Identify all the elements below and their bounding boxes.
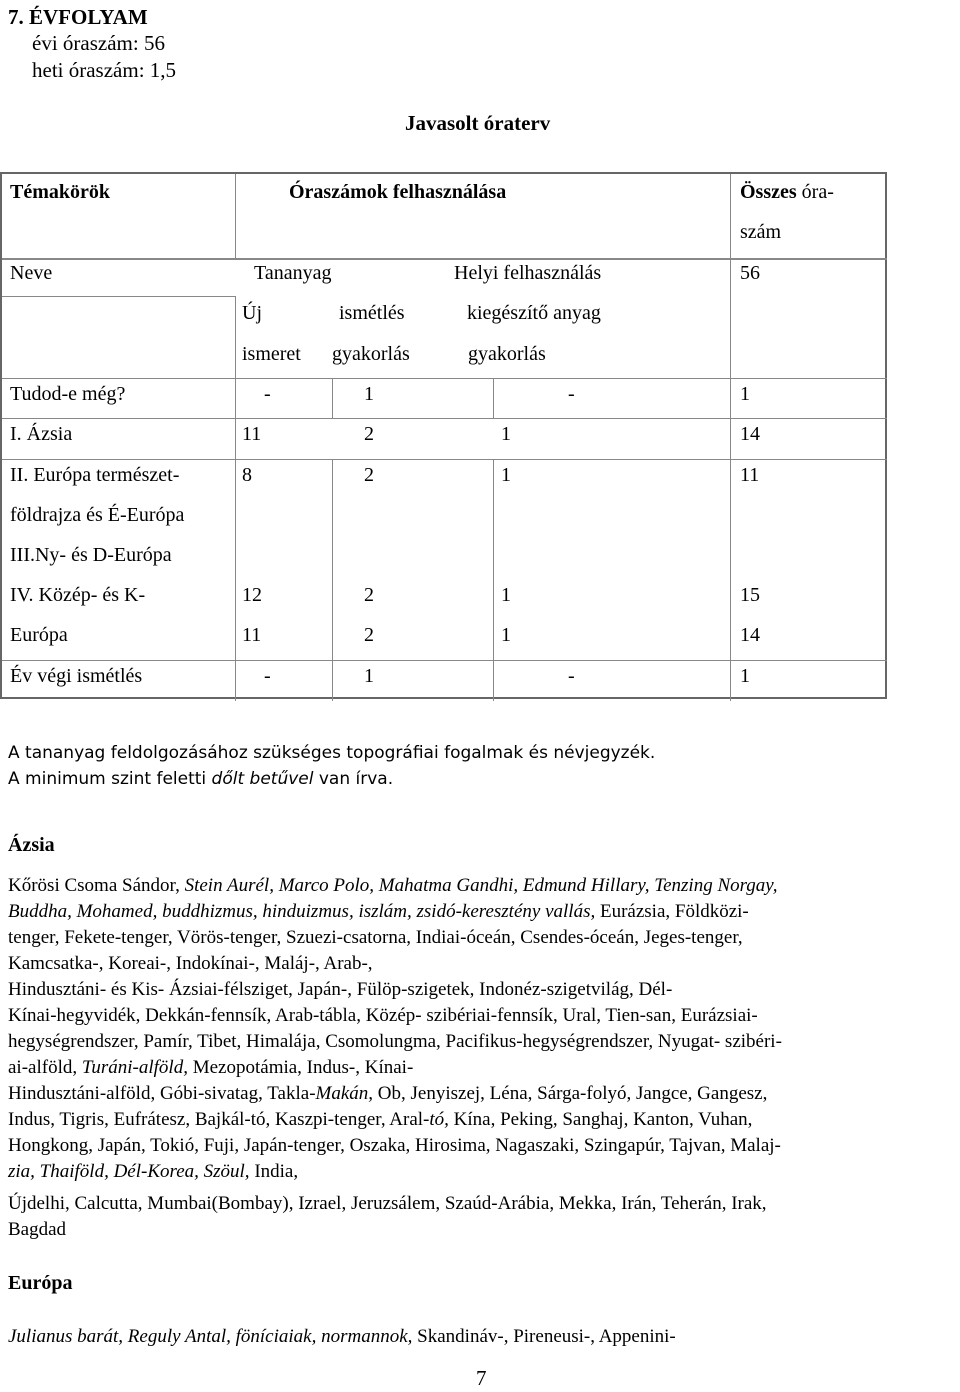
table-cell: 12 — [242, 584, 262, 606]
col-header-usage: Óraszámok felhasználása — [289, 181, 507, 203]
table-cell: 8 — [242, 464, 252, 486]
table-cell: 1 — [364, 665, 374, 687]
table-cell: 11 — [242, 624, 262, 646]
table-row-label: III.Ny- és D-Európa — [10, 544, 172, 566]
table-cell: 1 — [501, 423, 511, 445]
table-cell: - — [568, 383, 575, 405]
table-cell: 1 — [364, 383, 374, 405]
sub-ismeret: ismeret — [242, 343, 301, 365]
sub-kiegeszito: kiegészítő anyag — [467, 302, 601, 324]
table-cell: 11 — [740, 464, 760, 486]
sub-ismetles: ismétlés — [339, 302, 405, 324]
table-cell: 1 — [740, 383, 750, 405]
table-cell: - — [568, 665, 575, 687]
table-cell: - — [264, 383, 271, 405]
table-cell: 2 — [364, 464, 374, 486]
table-cell: 2 — [364, 624, 374, 646]
table-cell: 1 — [740, 665, 750, 687]
sub-uj: Új — [242, 302, 262, 324]
asia-paragraph: Kőrösi Csoma Sándor, Stein Aurél, Marco Polo, Mahatma Gandhi, Edmund Hillary, Tenzing Norgay, Buddha, Mohamed, buddhizmus, hinduizmus, iszlám, zsidó-keresztény vallás, Eurázsia, Földközi- tenger, Fekete-tenger, Vörös-tenger, Szuezi-csatorna, Indiai-óceán, Csendes-óceán, Jeges-tenger, Kamcsatka-, Koreai-, Indokínai-, Maláj-, Arab-, Hindusztáni- és Kis- Ázsiai-félsziget, Japán-, Fülöp-szigetek, Indonéz-szigetvilág, Dél- Kínai-hegyvidék, Dekkán-fennsík, Arab-tábla, Közép- szibériai-fennsík, Ural, Tien-san, Eurázsiai- hegységrendszer, Pamír, Tibet, Himalája, Csomolungma, Pacifikus-hegységrendszer, Nyugat- szibéri- ai-alföld, Turáni-alföld, Mezopotámia, Indus-, Kínai- Hindusztáni-alföld, Góbi-sivatag, Takla-Makán, Ob, Jenyiszej, Léna, Sárga-folyó, Jangce, Gangesz, Indus, Tigris, Eufrátesz, Bajkál-tó, Kaszpi-tenger, Aral-tó, Kína, Peking, Sanghaj, Kanton, Vuhan, Hongkong, Japán, Tokió, Fuji, Japán-tenger, Oszaka, Hirosima, Nagaszaki, Szingapúr, Tajvan, Malaj- zia, Thaiföld, Dél-Korea, Szöul, India, Újdelhi, Calcutta, Mumbai(Bombay), Izrael, Jeruzsálem, Szaúd-Arábia, Mekka, Irán, Teherán, Irak, Bagdad — [8, 875, 782, 1240]
table-row-label: Év végi ismétlés — [10, 665, 143, 687]
col-header-total: Összes óra- — [740, 181, 834, 203]
europe-paragraph: Julianus barát, Reguly Antal, föníciaiak, normannok, Skandináv-, Pireneusi-, Appenini- — [8, 1326, 676, 1347]
total-hours: 56 — [740, 262, 760, 284]
table-row-label: Tudod-e még? — [10, 383, 126, 405]
note-line-1: A tananyag feldolgozásához szükséges topográfiai fogalmak és névjegyzék. — [8, 743, 656, 763]
section-heading-europe: Európa — [8, 1272, 73, 1294]
table-row-label: I. Ázsia — [10, 423, 73, 445]
sub-gyakorlas-2: gyakorlás — [468, 343, 546, 365]
table-cell: 1 — [501, 464, 511, 486]
row-name-label: Neve — [10, 262, 53, 284]
section-heading-asia: Ázsia — [8, 834, 55, 856]
table-cell: 1 — [501, 584, 511, 606]
table-row-label-line2: Európa — [10, 624, 68, 646]
tananyag-label: Tananyag — [254, 262, 332, 284]
table-cell: 2 — [364, 423, 374, 445]
note-line-2: A minimum szint feletti dőlt betűvel van írva. — [8, 769, 394, 789]
table-cell: 1 — [501, 624, 511, 646]
table-cell: 2 — [364, 584, 374, 606]
plan-title: Javasolt óraterv — [405, 111, 551, 135]
table-cell: - — [264, 665, 271, 687]
hours-table — [0, 172, 887, 699]
grade-heading: 7. ÉVFOLYAM — [8, 5, 148, 29]
table-row-label: IV. Közép- és K- — [10, 584, 146, 606]
table-cell: 11 — [242, 423, 262, 445]
col-header-topics: Témakörök — [10, 181, 110, 203]
sub-gyakorlas-1: gyakorlás — [332, 343, 410, 365]
weekly-hours: heti óraszám: 1,5 — [32, 58, 177, 82]
annual-hours: évi óraszám: 56 — [32, 31, 165, 55]
page-number: 7 — [476, 1366, 487, 1390]
table-row-label: II. Európa természet- — [10, 464, 180, 486]
helyi-label: Helyi felhasználás — [454, 262, 602, 284]
table-cell: 14 — [740, 423, 760, 445]
table-cell: 14 — [740, 624, 760, 646]
table-cell: 15 — [740, 584, 760, 606]
table-row-label-line2: földrajza és É-Európa — [10, 504, 185, 526]
col-header-total-line2: szám — [740, 221, 782, 243]
